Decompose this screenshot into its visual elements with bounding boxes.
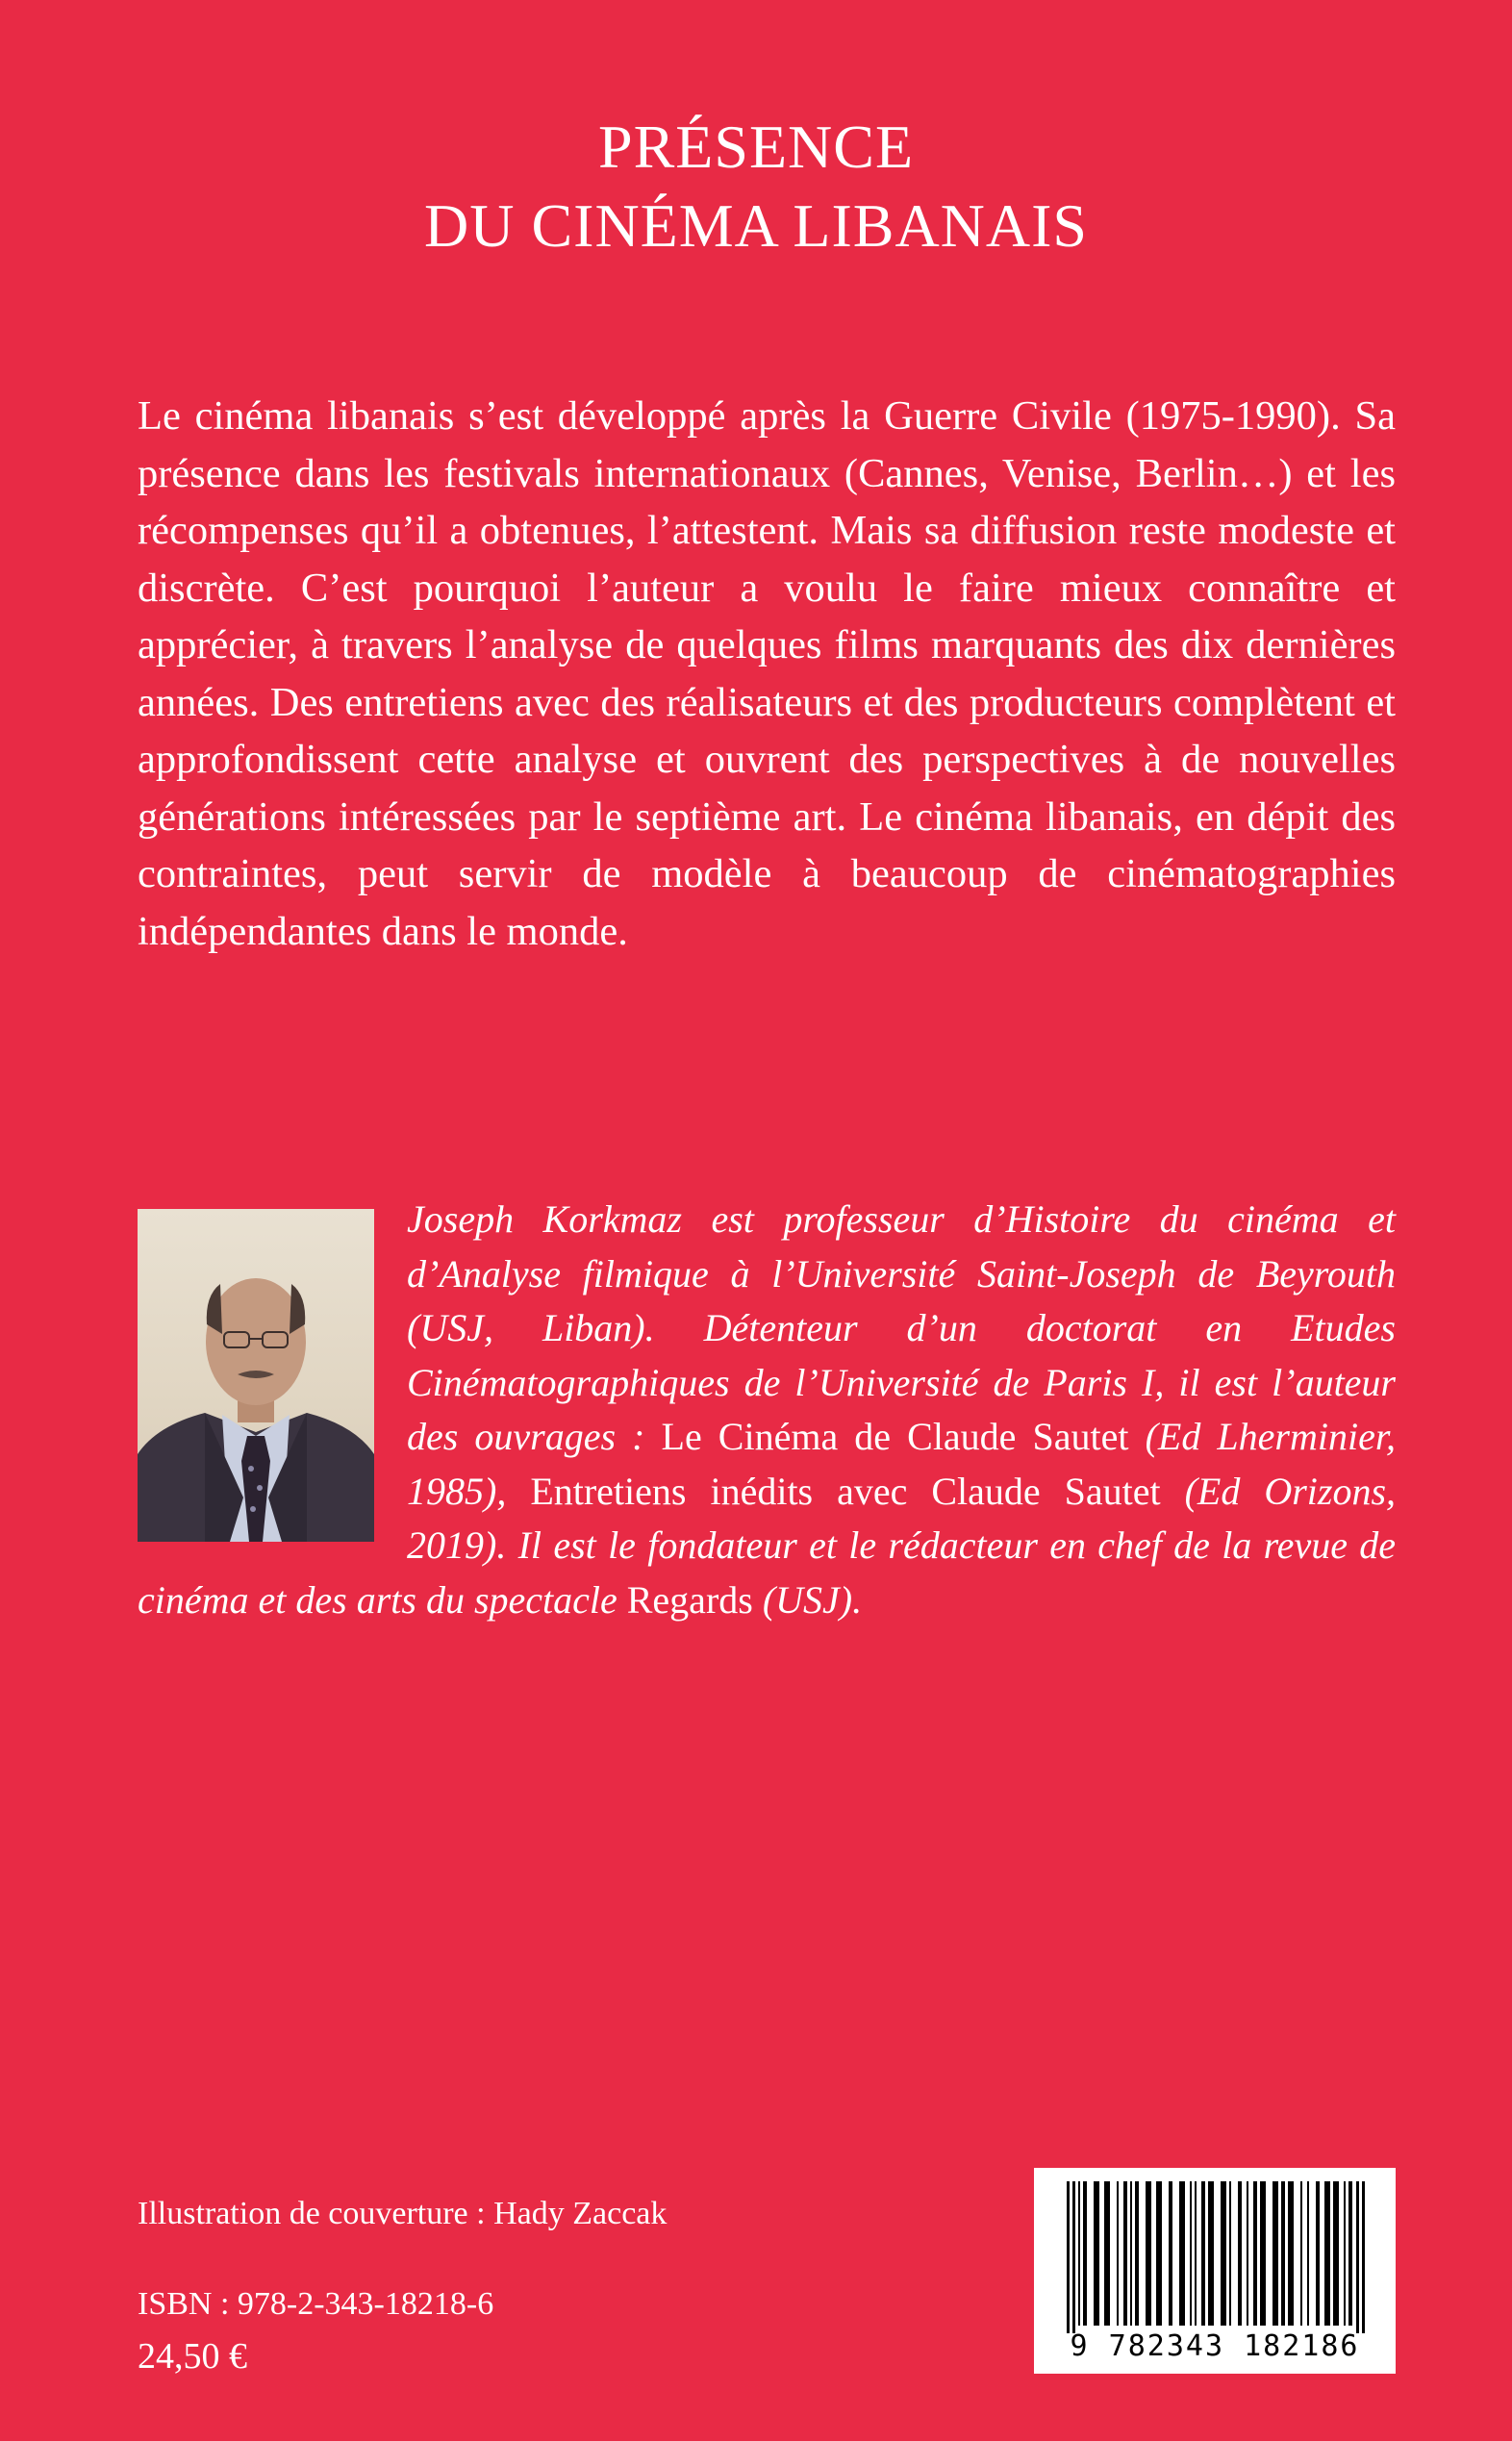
bio-text-4: (USJ). xyxy=(752,1577,863,1622)
bio-text-1: Joseph Korkmaz est professeur d’Histoire du cinéma et d’Analyse filmique à l’Université Saint-Joseph de Beyrouth (USJ, Liban). Détenteur d’un doctorat en Etudes Cinématographiques de l’Université de Paris I, il est l’auteur des ouvrages : xyxy=(407,1197,1396,1458)
isbn: ISBN : 978-2-343-18218-6 xyxy=(138,2286,494,2322)
price: 24,50 € xyxy=(138,2336,247,2377)
bio-book-2: Entretiens inédits avec Claude Sautet xyxy=(530,1469,1161,1513)
summary-paragraph: Le cinéma libanais s’est développé après la Guerre Civile (1975-1990). Sa présence dans les festivals internationaux (Cannes, Venise, Berlin…) et les récompenses qu’il a obtenues, l’attestent. Mais sa diffusion reste modeste et discrète. C’est pourquoi l’auteur a voulu le faire mieux connaître et apprécier, à travers l’analyse de quelques films marquants des dix dernières années. Des entretiens avec des réalisateurs et des producteurs complètent et approfondissent cette analyse et ouvrent des perspectives à de nouvelles générations intéressées par le septième art. Le cinéma libanais, en dépit des contraintes, peut servir de modèle à beaucoup de cinématographies indépendantes dans le monde. xyxy=(138,393,1396,954)
bio-text-2: (Ed Lherminier, 1985), xyxy=(407,1415,1397,1513)
bio-book-3: Regards xyxy=(626,1577,753,1622)
bio-book-1: Le Cinéma de Claude Sautet xyxy=(661,1415,1129,1458)
title-line-2: DU CINÉMA LIBANAIS xyxy=(424,191,1088,260)
bio-text-3: (Ed Orizons, 2019). Il est le fondateur et le rédacteur en chef de la revue de cinéma et des arts du spectacle xyxy=(138,1469,1397,1622)
illustration-credit: Illustration de couverture : Hady Zaccak xyxy=(138,2196,668,2231)
title-line-1: PRÉSENCE xyxy=(597,113,915,181)
book-title xyxy=(0,108,1512,265)
barcode-digits: 9 782343 182186 xyxy=(1070,2329,1360,2363)
author-bio xyxy=(138,1193,1396,1627)
barcode xyxy=(1034,2168,1396,2374)
